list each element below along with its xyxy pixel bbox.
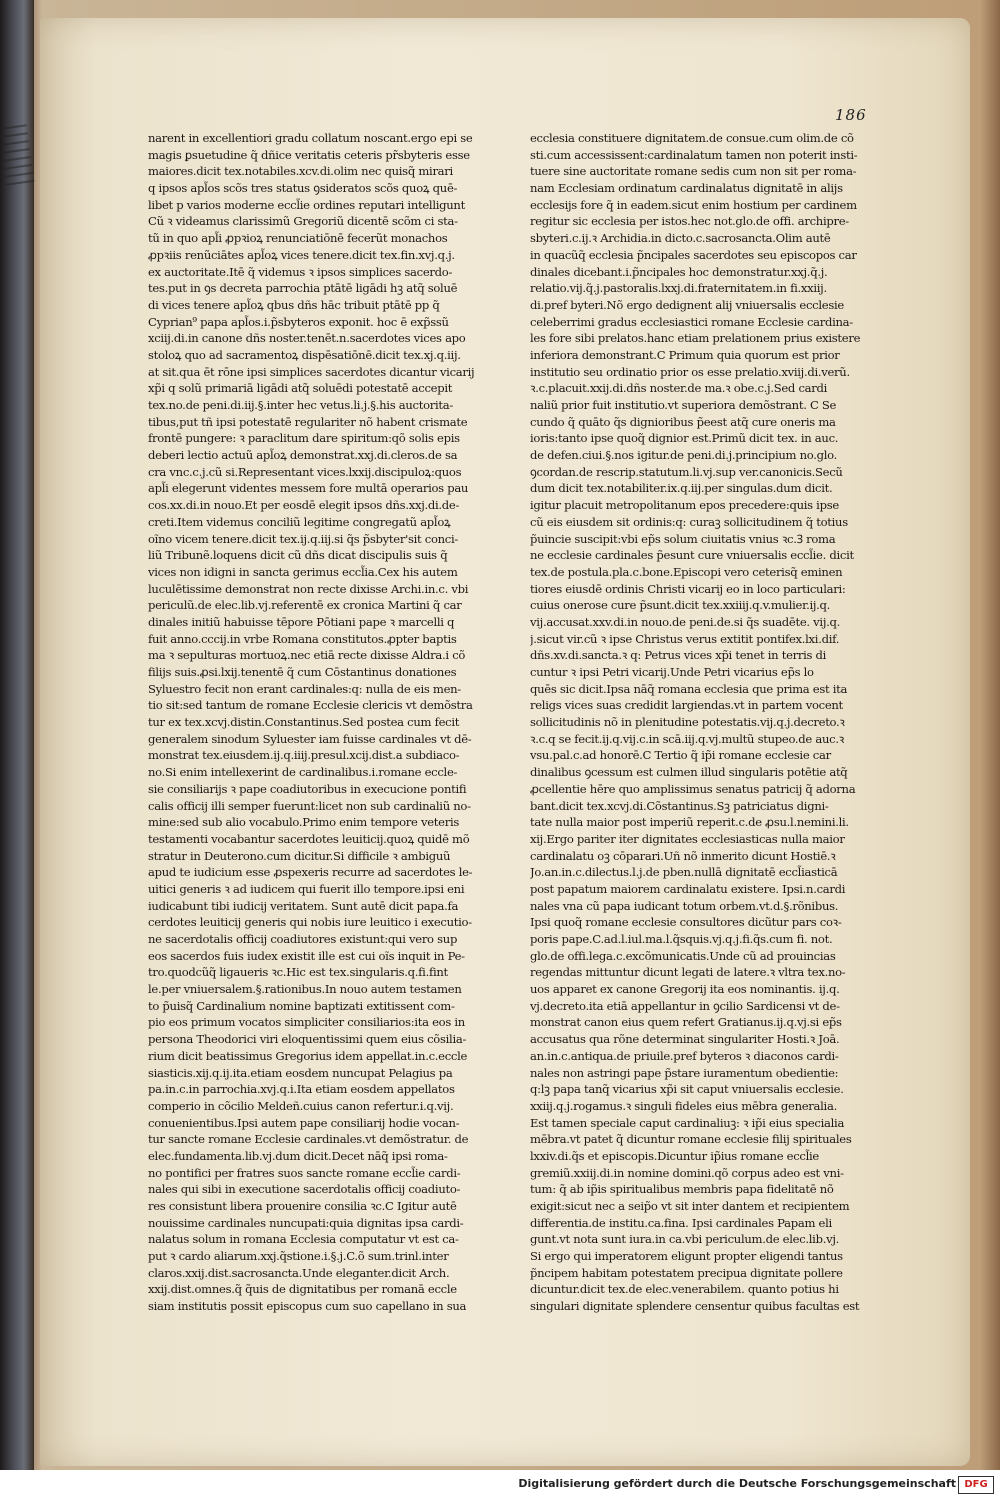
text-line: vij.accusat.xxv.di.in nouo.de peni.de.si q̃s suadēte. vij.q. [530, 614, 841, 629]
text-line: periculũ.de elec.lib.vj.referentē ex cronica Martini q̃ car [148, 598, 462, 613]
text-line: quēs sic dicit.Ipsa nāq̃ romana ecclesia que prima est ita [530, 681, 848, 696]
text-line: tro.quodcũq̃ ligaueris ꝛc.Hic est tex.singularis.q.fi.fint [148, 965, 448, 980]
text-line: testamenti vocabantur sacerdotes leuiticij.quoꝝ quidē mõ [148, 831, 470, 846]
text-line: rium dicit beatissimus Gregorius idem appellat.in.c.eccle [148, 1048, 468, 1063]
text-line: nales qui sibi in executione sacerdotalis officij coadiuto- [148, 1182, 461, 1197]
text-line: oĩno vicem tenere.dicit tex.ij.q.iij.si q̃s p̃sbyter'sit conci- [148, 531, 459, 546]
adjacent-page-text-fragment [0, 118, 38, 211]
text-line: mine:sed sub alio vocabulo.Primo enim tempore veteris [148, 815, 460, 830]
text-line: gremiũ.xxiij.di.in nomine domini.qõ corpus adeo est vni- [530, 1165, 844, 1180]
text-line: exigit:sicut nec a seip̃o vt sit inter dantem et recipientem [530, 1199, 850, 1213]
text-line: p̃uincie suscipit:vbi ep̃s solum ciuitatis vnius ꝛc.Ꝫ roma [530, 531, 836, 546]
text-line: dñs.xv.di.sancta.ꝛ q: Petrus vices xp̃i tenet in terris di [530, 648, 827, 663]
text-line: vj.decreto.ita etiā appellantur in ꝯcilio Sardicensi vt de- [530, 998, 840, 1013]
text-line: pa.in.c.in parrochia.xvj.q.i.Ita etiam eosdem appellatos [148, 1082, 455, 1097]
text-line: tio sit:sed tantum de romane Ecclesie clericis vt demõstra [148, 698, 473, 713]
text-line: tiores eiusdē ordinis Christi vicarij eo in loco particulari: [530, 581, 846, 596]
text-line: Si ergo qui imperatorem eligunt propter eligendi tantus [530, 1249, 843, 1264]
text-line: fuit anno.cccij.in vrbe Romana constitutos.ꝓpter baptis [148, 631, 457, 646]
text-line: tum: q̃ ab ip̃is spiritualibus membris papa fidelitatē nõ [530, 1182, 834, 1197]
text-line: Cũ ꝛ videamus clarissimũ Gregoriũ dicentē scõm ci sta- [148, 214, 458, 229]
text-line: ne ecclesie cardinales p̃esunt cure vniuersalis eccl̃ie. dicit [530, 548, 854, 563]
dfg-logo-text: DFG [964, 1479, 988, 1490]
text-line: tuere sine auctoritate romane sedis cum non sit per roma- [530, 164, 857, 179]
text-line: ecclesia constituere dignitatem.de consue.cum olim.de cõ [530, 131, 854, 145]
left-text-column [148, 130, 478, 1315]
text-line: dinales initiũ habuisse tēpore Pōtiani pape ꝛ marcelli q [148, 614, 455, 629]
text-line: conuenientibus.Ipsi autem pape consiliarij hodie vocan- [148, 1115, 460, 1130]
text-line: xij.Ergo pariter iter dignitates ecclesiasticas nulla maior [530, 831, 845, 846]
text-line: ma ꝛ sepulturas mortuoꝝ.nec etiā recte dixisse Aldra.i cõ [148, 648, 466, 663]
text-line: cerdotes leuiticij generis qui nobis iure leuitico i executio- [148, 915, 472, 930]
text-line: mēbra.vt patet q̃ dicuntur romane ecclesie filij spirituales [530, 1132, 852, 1147]
text-line: cardinalatu oꝫ cōparari.Uñ nõ inmerito dicunt Hostiē.ꝛ [530, 848, 836, 863]
text-line: igitur placuit metropolitanum epos precedere:quis ipse [530, 498, 839, 513]
dfg-logo [958, 1476, 994, 1494]
text-line: sbyteri.c.ij.ꝛ Archidia.in dicto.c.sacrosancta.Olim autē [530, 231, 831, 246]
page-number: 186 [835, 106, 867, 124]
text-line: di vices tenere apl̃oꝝ qbus dñs hāc tribuit ptātē pp q̃ [148, 297, 440, 312]
text-line: sti.cum accessissent:cardinalatum tamen non poterit insti- [530, 147, 858, 162]
text-line: ꝯcordan.de rescrip.statutum.li.vj.sup ver.canonicis.Secũ [530, 464, 843, 479]
text-line: bant.dicit tex.xcvj.di.Cõstantinus.Sꝫ patriciatus digni- [530, 798, 829, 813]
text-line: filijs suis.ꝓsi.lxij.tenentē q̃ cum Cōstantinus donationes [148, 665, 457, 679]
text-line: siasticis.xij.q.ij.ita.etiam eosdem nuncupat Pelagius pa [148, 1065, 453, 1080]
text-line: tũ in quo apl̃i ꝓpꝛioꝝ renunciatiōnē fecerũt monachos [148, 231, 448, 246]
text-line: libet p varios moderne eccl̃ie ordines reputari intelligunt [148, 197, 465, 212]
text-line: siam institutis possit episcopus cum suo capellano in sua [148, 1299, 467, 1314]
text-line: tur ex tex.xcvj.distin.Constantinus.Sed postea cum fecit [148, 715, 460, 730]
text-line: liũ Tribunẽ.loquens dicit cũ dñs dicat discipulis suis q̃ [148, 548, 448, 563]
text-line: magis ꝑsuetudine q̃ dñice veritatis ceteris pr̃sbyteris esse [148, 147, 470, 162]
adjacent-page-edge [0, 0, 34, 1470]
text-line: Syluestro fecit non erant cardinales:q: nulla de eis men- [148, 681, 461, 696]
text-line: nam Ecclesiam ordinatum cardinalatus dignitatē in alijs [530, 181, 843, 196]
text-line: relatio.vij.q̃.j.pastoralis.lxxj.di.fraternitatem.in fi.xxiij. [530, 281, 827, 296]
text-line: poris pape.C.ad.l.iul.ma.l.q̃squis.vj.q.j.fi.q̃s.cum fi. not. [530, 932, 833, 946]
text-line: stoloꝝ quo ad sacramentoꝝ dispēsatiōnē.dicit tex.xj.q.iij. [148, 347, 461, 362]
text-line: q ipsos apl̃os scõs tres status ꝯsideratos scõs quoꝝ quē- [148, 181, 458, 196]
text-line: persona Theodorici viri eloquentissimi quem eius cõsilia- [148, 1032, 467, 1047]
text-line: xciij.di.in canone dñs noster.tenēt.n.sacerdotes vices apo [148, 331, 466, 346]
text-line: Ipsi quoq̃ romane ecclesie consultores dicũtur pars coꝛ- [530, 915, 842, 930]
text-line: dicuntur.dicit tex.de elec.venerabilem. quanto potius hi [530, 1282, 839, 1297]
text-line: j.sicut vir.cũ ꝛ ipse Christus verus extitit pontifex.lxi.dif. [530, 631, 840, 646]
text-line: q:lꝫ papa tanq̃ vicarius xp̃i sit caput vniuersalis ecclesie. [530, 1082, 844, 1097]
text-line: ꝛ.c.placuit.xxij.di.dñs noster.de ma.ꝛ obe.c.j.Sed cardi [530, 381, 828, 396]
text-line: in quacũq̃ ecclesia p̃ncipales sacerdotes seu episcopos car [530, 247, 857, 262]
text-line: ꝓcellentie hēre quo amplissimus senatus patricij q̃ adorna [530, 781, 856, 796]
text-line: monstrat canon eius quem refert Gratianus.ij.q.vj.si ep̃s [530, 1015, 842, 1030]
text-line: uitici generis ꝛ ad iudicem qui fuerit illo tempore.ipsi eni [148, 881, 465, 896]
text-line: tex.de postula.pla.c.bone.Episcopi vero ceterisq̃ eminen [530, 564, 843, 579]
text-line: cundo q̃ quāto q̃s dignioribus p̃eest atq̃ cure oneris ma [530, 414, 836, 429]
text-line: to p̃uisq̃ Cardinalium nomine baptizati extitissent com- [148, 998, 455, 1013]
text-line: nales vna cũ papa iudicant totum orbem.vt.d.§.rõnibus. [530, 898, 839, 913]
text-line: dinales dicebant.i.p̃ncipales hoc demonstratur.xxj.q̃.j. [530, 264, 828, 279]
text-line: uos apparet ex canone Gregorij ita eos nominantis. ij.q. [530, 982, 840, 997]
text-line: regendas mittuntur dicunt legati de latere.ꝛ vltra tex.no- [530, 965, 846, 980]
text-line: comperio in cõcilio Meldeñ.cuius canon refertur.i.q.vij. [148, 1098, 454, 1113]
text-line: tes.put in ꝯs decreta parrochia ptātē ligādi hꝫ atq̃ soluē [148, 281, 458, 296]
text-line: nouissime cardinales nuncupati:quia dignitas ipsa cardi- [148, 1215, 464, 1230]
text-line: ioris:tanto ipse quoq̃ dignior est.Primũ dicit tex. in auc. [530, 431, 839, 446]
text-line: apud te iudicium esse ꝓspexeris recurre ad sacerdotes le- [148, 865, 473, 880]
text-line: deberi lectio actuũ apl̃oꝝ demonstrat.xxj.di.cleros.de sa [148, 448, 458, 463]
text-line: put ꝛ cardo aliarum.xxj.q̃stione.i.§.j.C.õ sum.trinl.inter [148, 1249, 449, 1264]
text-line: singulari dignitate splendere censentur quibus facultas est [530, 1299, 860, 1314]
text-line: nales non astringi pape p̃stare iuramentum obedientie: [530, 1065, 839, 1080]
text-line: gunt.vt nota sunt iura.in ca.vbi periculum.de elec.lib.vj. [530, 1232, 840, 1247]
text-line: no pontifici per fratres suos sancte romane eccl̃ie cardi- [148, 1165, 461, 1180]
text-line: dum dicit tex.notabiliter.ix.q.iij.per singulas.dum dicit. [530, 481, 833, 496]
text-line: de defen.ciui.§.nos igitur.de peni.di.j.principium no.glo. [530, 448, 838, 463]
text-line: apl̃i elegerunt videntes messem fore multā operarios pau [148, 481, 469, 496]
text-line: cuius onerose cure p̃sunt.dicit tex.xxiiij.q.v.mulier.ij.q. [530, 598, 831, 613]
text-line: les fore sibi prelatos.hanc etiam prelationem prius existere [530, 331, 860, 346]
text-line: differentia.de institu.ca.fina. Ipsi cardinales Papam eli [530, 1215, 832, 1230]
text-line: lxxiv.di.q̃s et episcopis.Dicuntur ip̃ius romane eccl̃ie [530, 1148, 819, 1163]
text-line: p̃ncipem habitam potestatem precipua dignitate pollere [530, 1265, 843, 1280]
text-line: nalatus solum in romana Ecclesia computatur vt est ca- [148, 1232, 459, 1247]
right-text-column [530, 130, 860, 1315]
text-line: institutio seu ordinatio prior os esse prelatio.xviij.di.verũ. [530, 364, 850, 379]
footer-credit: Digitalisierung gefördert durch die Deutsche Forschungsgemeinschaft [518, 1477, 956, 1490]
text-line: xxij.dist.omnes.q̃ q̃uis de dignitatibus per romanā eccle [148, 1282, 457, 1297]
text-line: tate nulla maior post imperiũ reperit.c.de ꝓsu.l.nemini.li. [530, 815, 849, 830]
text-line: vices non idigni in sancta gerimus eccl̃ia.Cex his autem [148, 564, 458, 579]
text-line: dinalibus ꝯcessum est culmen illud singularis potētie atq̃ [530, 765, 848, 780]
text-line: xxiij.q.j.rogamus.ꝛ singuli fideles eius mēbra generalia. [530, 1098, 837, 1113]
text-line: cũ eis eiusdem sit ordinis:q: curaꝫ sollicitudinem q̃ totius [530, 514, 848, 529]
text-line: vsu.pal.c.ad honorē.C Tertio q̃ ip̃i romane ecclesie car [530, 748, 831, 763]
text-line: at sit.qua ēt rōne ipsi simplices sacerdotes dicantur vicarij [148, 364, 475, 379]
text-line: celeberrimi gradus ecclesiastici romane Ecclesie cardina- [530, 314, 853, 329]
text-line: di.pref byteri.Nõ ergo dedignent alij vniuersalis ecclesie [530, 297, 844, 312]
text-line: Cyprian⁹ papa apl̃os.i.p̃sbyteros exponit. hoc ē exp̃ssũ [148, 314, 449, 329]
text-line: elec.fundamenta.lib.vj.dum dicit.Decet nāq̃ ipsi roma- [148, 1148, 448, 1163]
text-line: creti.Item videmus conciliũ legitime congregatũ apl̃oꝝ [148, 514, 451, 529]
text-line: monstrat tex.eiusdem.ij.q.iiij.presul.xcij.dist.a subdiaco- [148, 748, 460, 763]
text-line: ꝛ.c.q se fecit.ij.q.vij.c.in scā.iij.q.vj.multũ stupeo.de auc.ꝛ [530, 731, 844, 746]
text-line: ex auctoritate.Itē q̃ videmus ꝛ ipsos simplices sacerdo- [148, 264, 453, 279]
text-line: tex.no.de peni.di.iij.§.inter hec vetus.li.j.§.his auctorita- [148, 398, 454, 412]
text-line: ecclesijs fore q̃ in eadem.sicut enim hostium per cardinem [530, 197, 857, 212]
text-line: sie consiliarijs ꝛ pape coadiutoribus in execucione pontifi [148, 781, 467, 796]
text-line: religs vices suas credidit largiendas.vt in partem vocent [530, 698, 843, 713]
text-line: sollicitudinis nõ in plenitudine potestatis.vij.q.j.decreto.ꝛ [530, 715, 845, 730]
text-line: tur sancte romane Ecclesie cardinales.vt demõstratur. de [148, 1132, 469, 1147]
text-line: claros.xxij.dist.sacrosancta.Unde eleganter.dicit Arch. [148, 1265, 450, 1280]
text-line: naliũ prior fuit institutio.vt superiora demõstrant. C Se [530, 398, 837, 412]
text-line: xp̃i q solũ primariā ligādi atq̃ soluēdi potestatē accepit [148, 381, 453, 396]
text-line: no.Si enim intellexerint de cardinalibus.i.romane eccle- [148, 765, 458, 780]
text-line: cos.xx.di.in nouo.Et per eosdē elegit ipsos dñs.xxj.di.de- [148, 498, 460, 513]
text-line: an.in.c.antiqua.de priuile.pref byteros ꝛ diaconos cardi- [530, 1048, 839, 1063]
text-line: inferiora demonstrant.C Primum quia quorum est prior [530, 347, 840, 362]
text-line: cuntur ꝛ ipsi Petri vicarij.Unde Petri vicarius ep̃s lo [530, 665, 814, 679]
text-line: tibus,put tñ ipsi potestatē regulariter nõ habent crismate [148, 414, 468, 429]
text-line: stratur in Deuterono.cum dicitur.Si difficile ꝛ ambiguũ [148, 848, 451, 863]
text-line: Jo.an.in.c.dilectus.l.j.de pben.nullā dignitatē eccl̃iasticā [530, 865, 838, 880]
text-line: glo.de offi.lega.c.excõmunicatis.Unde cũ ad prouincias [530, 948, 836, 963]
text-line: frontē pungere: ꝛ paraclitum dare spiritum:qõ solis epis [148, 431, 460, 446]
text-line: iudicabunt tibi iudicij veritatem. Sunt autē dicit papa.fa [148, 898, 459, 913]
text-line: pio eos primum vocatos simpliciter consiliarios:ita eos in [148, 1015, 465, 1030]
text-line: calis officij illi semper fuerunt:licet non sub cardinaliũ no- [148, 798, 471, 813]
text-line: Est tamen speciale caput cardinaliuꝫ: ꝛ ip̃i eius specialia [530, 1115, 845, 1130]
text-line: accusatus qua rõne determinat singulariter Hosti.ꝛ Joā. [530, 1032, 840, 1047]
text-line: eos sacerdos fuis iudex existit ille est cui oĩs inquit in Pe- [148, 948, 465, 963]
text-line: ꝓpꝛiis renũciātes apl̃oꝝ vices tenere.dicit tex.fin.xvj.q.j. [148, 247, 455, 262]
text-line: maiores.dicit tex.notabiles.xcv.di.olim nec quisq̃ mirari [148, 164, 453, 179]
digitization-footer [0, 1470, 1000, 1498]
text-line: ne sacerdotalis officij coadiutores existunt:qui vero sup [148, 932, 458, 946]
text-line: narent in excellentiori gradu collatum noscant.ergo epi se [148, 131, 473, 145]
text-line: res consistunt libera prouenire consilia ꝛc.C Igitur autē [148, 1199, 457, 1213]
text-line: generalem sinodum Syluester iam fuisse cardinales vt dē- [148, 731, 472, 746]
text-line: luculētissime demonstrat non recte dixisse Archi.in.c. vbi [148, 581, 469, 596]
text-line: le.per vniuersalem.§.rationibus.In nouo autem testamen [148, 982, 462, 997]
text-line: regitur sic ecclesia per istos.hec not.glo.de offi. archipre- [530, 214, 849, 229]
text-line: cra vnc.c.j.cũ si.Representant vices.lxxij.discipuloꝝ:quos [148, 464, 462, 479]
text-line: post papatum maiorem cardinalatu existere. Ipsi.n.cardi [530, 881, 846, 896]
